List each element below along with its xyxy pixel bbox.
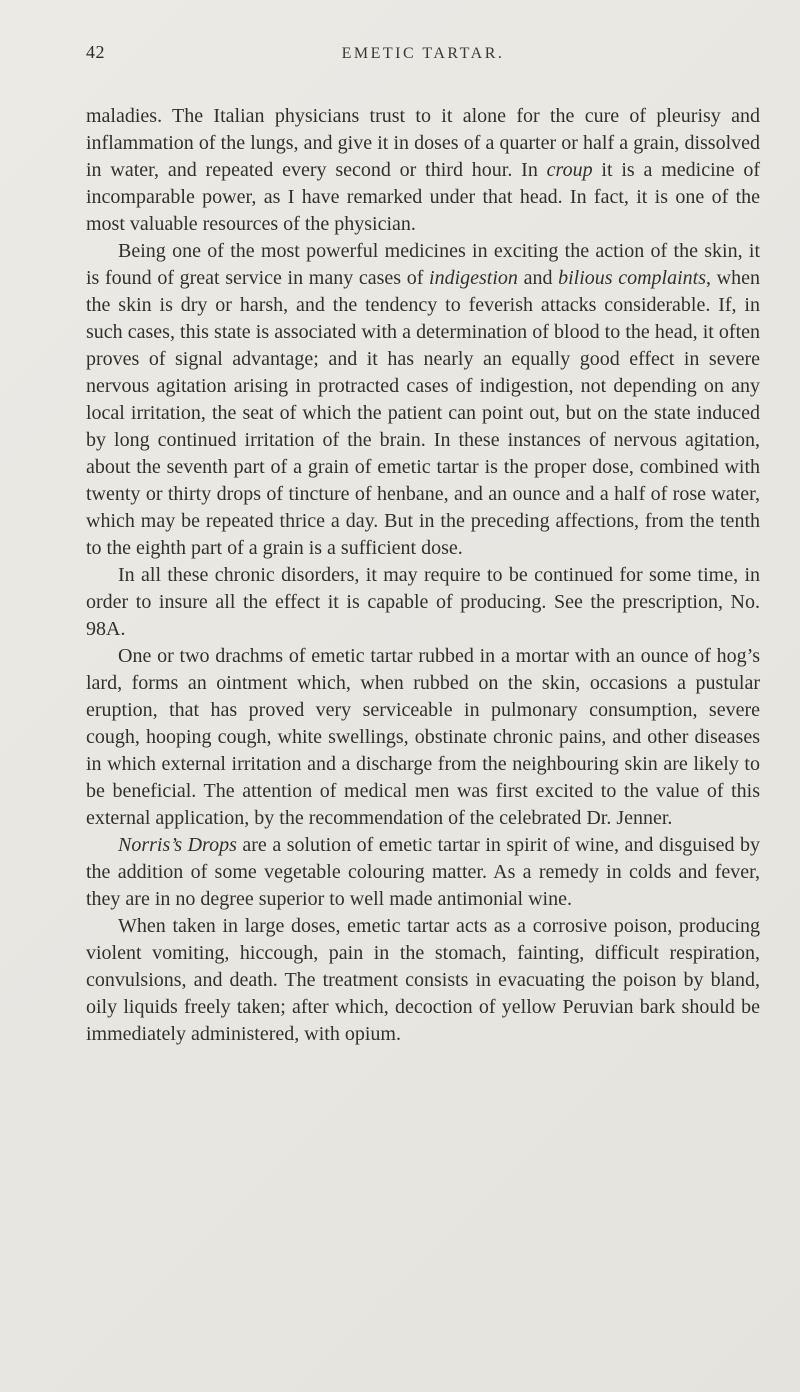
text-run: Being one of the most powerful medicines in exciting the action of the skin, it is found of great service in many cases of: [86, 240, 760, 289]
paragraph: [86, 238, 760, 562]
italic-text-run: indigestion: [429, 267, 518, 289]
paragraph: [86, 103, 760, 238]
text-run: maladies. The Italian physicians trust to it alone for the cure of pleurisy and inflammation of the lungs, and give it in doses of a quarter or half a grain, dissolved in water, and repeated every second or third hour. In: [86, 105, 760, 181]
text-run: When taken in large doses, emetic tartar acts as a corrosive poison, producing violent vomiting, hiccough, pain in the stomach, fainting, difficult respiration, convulsions, and death. The treatment consists in evacuating the poison by bland, oily liquids freely taken; after which, decoction of yellow Peruvian bark should be immediately administered, with opium.: [86, 915, 760, 1045]
paragraph: [86, 562, 760, 643]
text-run: In all these chronic disorders, it may require to be continued for some time, in order to insure all the effect it is capable of producing. See the prescription, No. 98A.: [86, 564, 760, 640]
text-run: are a solution of emetic tartar in spirit of wine, and disguised by the addition of some vegetable colouring matter. As a remedy in colds and fever, they are in no degree superior to well made antimonial wine.: [86, 834, 760, 910]
page-number: 42: [86, 42, 105, 62]
italic-text-run: Norris’s Drops: [118, 834, 237, 856]
body-text-container: [86, 103, 760, 1048]
running-head: [86, 42, 760, 63]
paragraph: [86, 913, 760, 1048]
text-run: and: [517, 267, 559, 289]
text-run: One or two drachms of emetic tartar rubbed in a mortar with an ounce of hog’s lard, forms an ointment which, when rubbed on the skin, occasions a pustular eruption, that has proved very serviceable in pulmonary consumption, severe cough, hooping cough, white swellings, obstinate chronic pains, and other diseases in which external irritation and a discharge from the neighbouring skin are likely to be beneficial. The attention of medical men was first excited to the value of this external application, by the recommendation of the celebrated Dr. Jenner.: [86, 645, 760, 829]
text-run: it is a medicine of incomparable power, as I have remarked under that head. In fact, it is one of the most valuable resources of the physician.: [86, 159, 761, 235]
text-run: , when the skin is dry or harsh, and the tendency to feverish attacks considerable. If, in such cases, this state is associated with a determination of blood to the head, it often proves of signal advantage; and it has nearly an equally good effect in severe nervous agitation arising in protracted cases of indigestion, not depending on any local irritation, the seat of which the patient can point out, but on the state induced by long continued irritation of the brain. In these instances of nervous agitation, about the seventh part of a grain of emetic tartar is the proper dose, combined with twenty or thirty drops of tincture of henbane, and an ounce and a half of rose water, which may be repeated thrice a day. But in the preceding affections, from the tenth to the eighth part of a grain is a sufficient dose.: [86, 267, 760, 559]
italic-text-run: bilious complaints: [558, 267, 707, 289]
paragraph: [86, 643, 760, 832]
italic-text-run: croup: [546, 159, 593, 181]
running-title: EMETIC TARTAR.: [341, 45, 505, 62]
paragraph: [86, 832, 760, 913]
